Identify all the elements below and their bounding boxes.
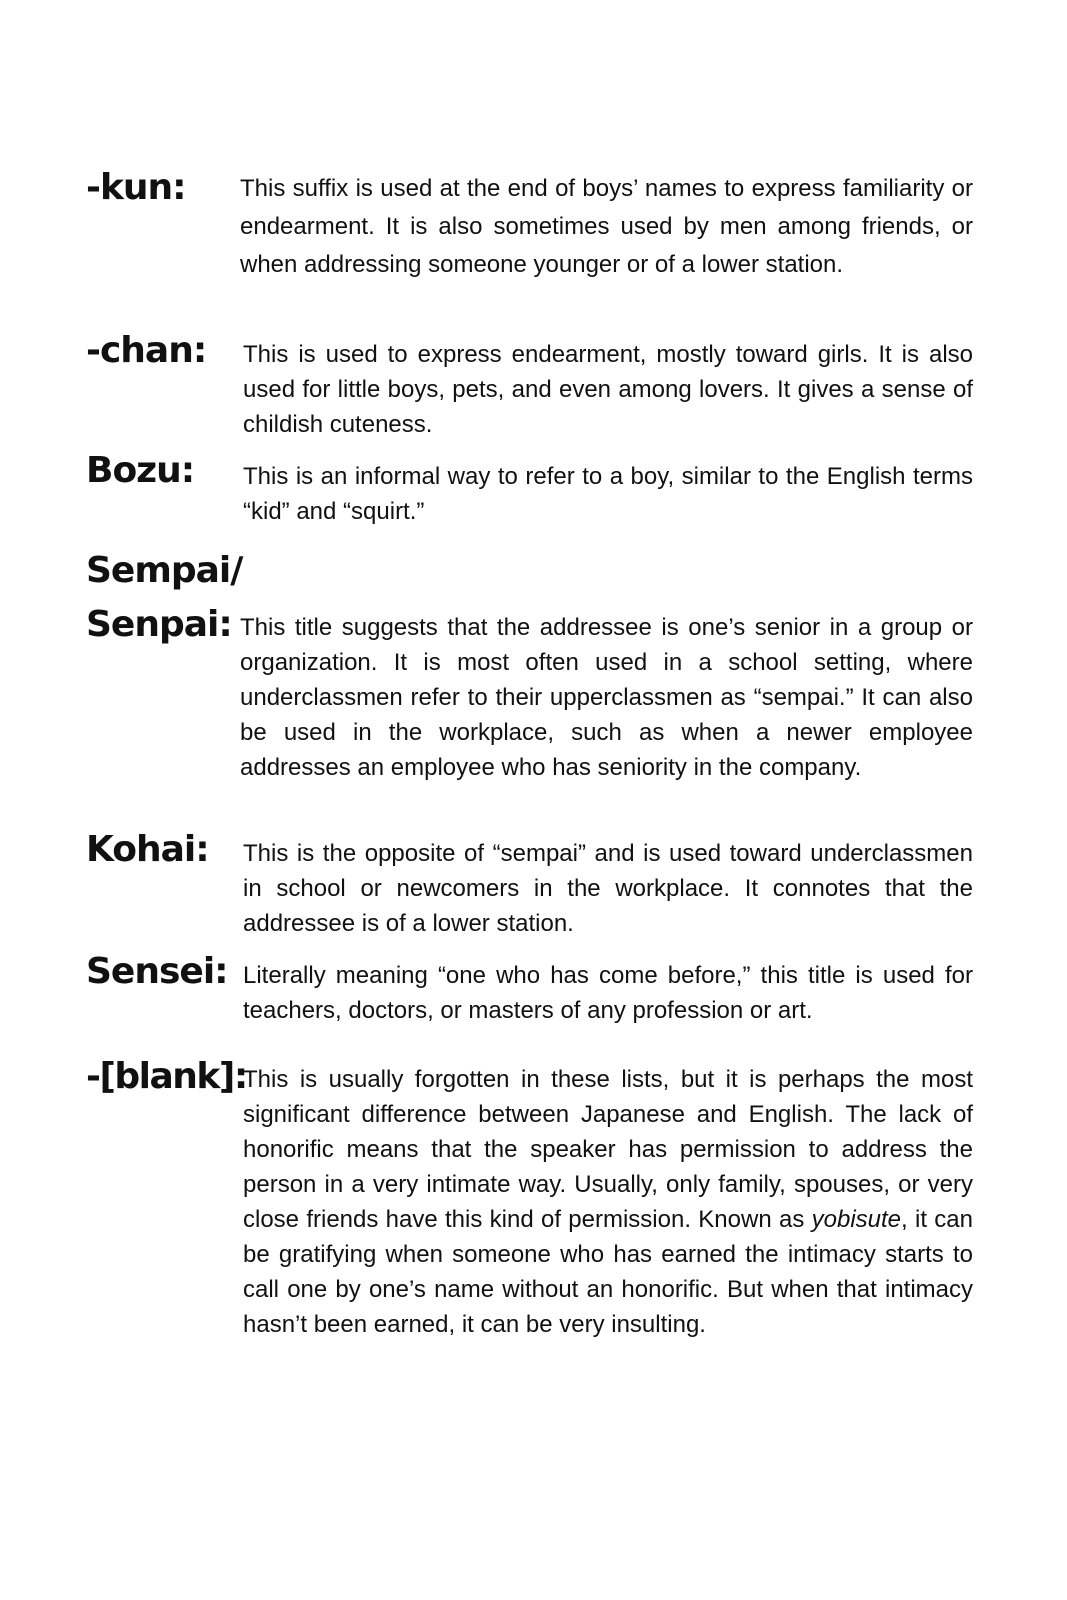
term-chan: -chan: [86, 330, 207, 371]
term-bozu: Bozu: [86, 450, 195, 491]
definition-sensei [243, 958, 973, 1028]
definition-blank [243, 1062, 973, 1342]
definition-kun-text: This suffix is used at the end of boys’ names to express familiarity or endearment. It is also sometimes used by men among friends, or when addressing someone younger or of a lower station. [240, 175, 973, 278]
definition-bozu-text: This is an informal way to refer to a boy, similar to the English terms “kid” and “squirt.” [243, 463, 973, 525]
definition-kun [240, 170, 973, 284]
term-kohai: Kohai: [86, 829, 209, 870]
definition-chan [243, 337, 973, 442]
term-sensei: Sensei: [86, 951, 228, 992]
definition-sensei-text: Literally meaning “one who has come before,” this title is used for teachers, doctors, or masters of any profession or art. [243, 962, 973, 1024]
definition-bozu [243, 459, 973, 529]
definition-kohai-text: This is the opposite of “sempai” and is used toward underclassmen in school or newcomers in the workplace. It connotes that the addressee is of a lower station. [243, 840, 973, 937]
term-senpai: Senpai: [86, 604, 232, 645]
definition-blank-text [243, 1062, 973, 1342]
definition-blank-part2: , it can be gratifying when someone who has earned the intimacy starts to call one by one’s name without an honorific. But when that intimacy hasn’t been earned, it can be very insulting. [243, 1206, 973, 1338]
definition-kohai [243, 836, 973, 941]
definition-senpai-text: This title suggests that the addressee is one’s senior in a group or organization. It is most often used in a school setting, where underclassmen refer to their upperclassmen as “sempai.” It can also be used in the workplace, such as when a newer employee addresses an employee who has seniority in the company. [240, 614, 973, 781]
term-sempai: Sempai/ [86, 550, 243, 591]
definition-blank-italic-term: yobisute [811, 1206, 902, 1233]
definition-chan-text: This is used to express endearment, mostly toward girls. It is also used for little boys, pets, and even among lovers. It gives a sense of childish cuteness. [243, 341, 973, 438]
term-blank: -[blank]: [86, 1056, 247, 1097]
term-kun: -kun: [86, 167, 186, 208]
definition-blank-part1: This is usually forgotten in these lists, but it is perhaps the most significant difference between Japanese and English. The lack of honorific means that the speaker has permission to address the person in a very intimate way. Usually, only family, spouses, or very close friends have this kind of permission. Known as [243, 1066, 973, 1233]
definition-senpai [240, 610, 973, 785]
